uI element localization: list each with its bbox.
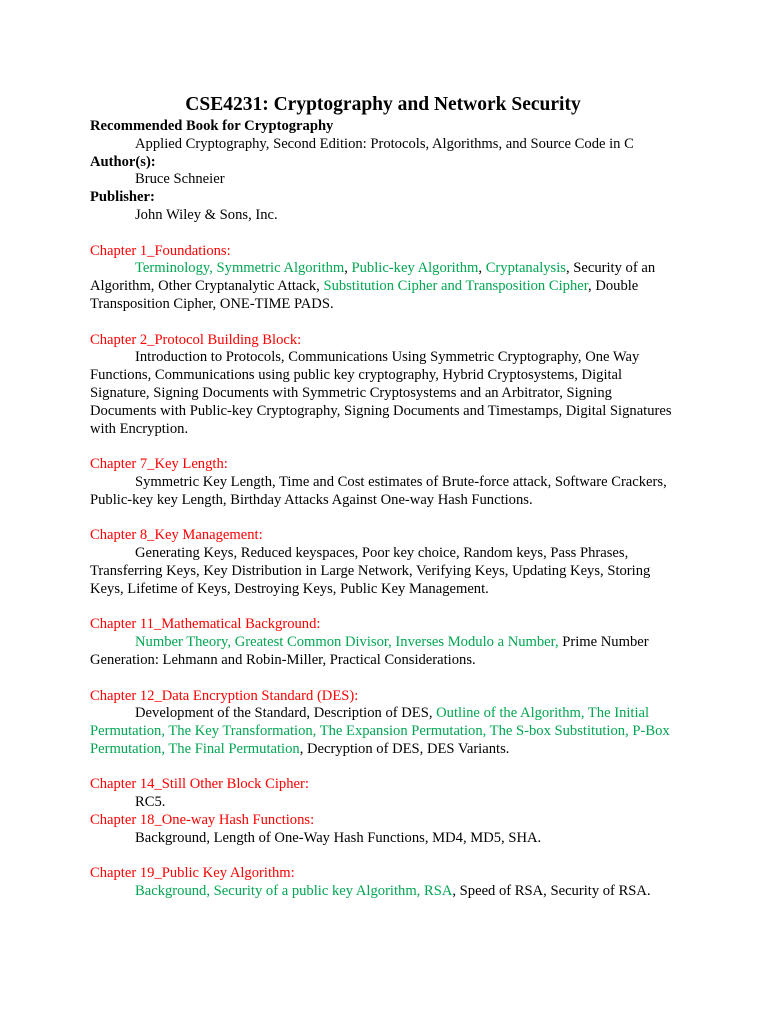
topic-segment: Cryptanalysis bbox=[485, 260, 566, 277]
topic-segment: Terminology, Symmetric Algorithm bbox=[135, 260, 345, 277]
chapter-heading: Chapter 7_Key Length: bbox=[90, 456, 228, 473]
chapter-topics bbox=[90, 794, 676, 812]
chapter-topics bbox=[90, 883, 676, 901]
author-name: Bruce Schneier bbox=[135, 171, 225, 188]
topic-segment: Introduction to Protocols, Communications Using Symmetric Cryptography, One Way Functions, Communications using public key cryptography, Hybrid Cryptosystems, Digital Signature, Signing Documents with Symmetric Cryptosystems and an Arbitrator, Signing Documents with Public-key Cryptography, Signing Documents and Timestamps, Digital Signatures with Encryption. bbox=[90, 349, 672, 437]
topic-segment: , Decryption of DES, DES Variants. bbox=[299, 740, 510, 757]
section-spacer bbox=[90, 314, 676, 332]
topic-segment: Prime Number Generation: Lehmann and Robin-Miller, Practical Considerations. bbox=[90, 634, 649, 668]
topic-segment: Substitution Cipher and Transposition Cipher bbox=[323, 278, 589, 295]
topic-segment: Generating Keys, Reduced keyspaces, Poor key choice, Random keys, Pass Phrases, Transferring Keys, Key Distribution in Large Network, Verifying Keys, Updating Keys, Storing Keys, Lifetime of Keys, Destroying Keys, Public Key Management. bbox=[90, 545, 651, 597]
topic-segment: Background, Security of a public key Algorithm, RSA bbox=[135, 883, 453, 900]
topic-segment: Public-key Algorithm bbox=[351, 260, 479, 277]
chapter-heading: Chapter 11_Mathematical Background: bbox=[90, 616, 321, 633]
topic-segment: , Double Transposition Cipher, ONE-TIME PADS. bbox=[90, 278, 639, 312]
section-spacer bbox=[90, 670, 676, 688]
book-heading: Recommended Book for Cryptography bbox=[90, 118, 334, 134]
topic-segment: , Speed of RSA, Security of RSA. bbox=[452, 883, 651, 900]
chapter-topics bbox=[90, 260, 676, 313]
chapter-heading: Chapter 12_Data Encryption Standard (DES): bbox=[90, 687, 359, 704]
chapter-heading: Chapter 2_Protocol Building Block: bbox=[90, 331, 302, 348]
section-spacer bbox=[90, 759, 676, 777]
topic-segment: RC5. bbox=[135, 794, 166, 811]
document-page bbox=[90, 94, 676, 901]
section-spacer bbox=[90, 599, 676, 617]
chapter-topics bbox=[90, 634, 676, 670]
chapter-heading: Chapter 19_Public Key Algorithm: bbox=[90, 865, 295, 882]
section-spacer bbox=[90, 225, 676, 243]
publisher-label: Publisher: bbox=[90, 189, 155, 206]
author-label: Author(s): bbox=[90, 153, 156, 170]
chapter-heading: Chapter 1_Foundations: bbox=[90, 242, 231, 259]
topic-segment: Symmetric Key Length, Time and Cost estimates of Brute-force attack, Software Crackers, Public-key key Length, Birthday Attacks Against One-way Hash Functions. bbox=[90, 473, 667, 508]
topic-segment: , Security of an Algorithm, Other Cryptanalytic Attack, bbox=[90, 260, 656, 295]
chapter-topics bbox=[90, 349, 676, 438]
section-spacer bbox=[90, 438, 676, 456]
topic-segment: , bbox=[478, 260, 486, 277]
topic-segment: Number Theory, Greatest Common Divisor, Inverses Modulo a Number, bbox=[135, 634, 559, 651]
section-spacer bbox=[90, 848, 676, 866]
page-title: CSE4231: Cryptography and Network Security bbox=[185, 94, 581, 115]
chapter-topics bbox=[90, 830, 676, 848]
chapter-topics bbox=[90, 705, 676, 758]
topic-segment: Background, Length of One-Way Hash Functions, MD4, MD5, SHA. bbox=[135, 829, 542, 846]
topic-segment: Development of the Standard, Description of DES, bbox=[135, 705, 437, 722]
chapter-heading: Chapter 14_Still Other Block Cipher: bbox=[90, 776, 309, 793]
publisher-name: John Wiley & Sons, Inc. bbox=[135, 206, 278, 223]
chapter-heading: Chapter 8_Key Management: bbox=[90, 527, 263, 544]
book-name: Applied Cryptography, Second Edition: Protocols, Algorithms, and Source Code in C bbox=[135, 135, 634, 152]
topic-segment: , bbox=[344, 260, 352, 277]
chapter-topics bbox=[90, 545, 676, 598]
section-spacer bbox=[90, 510, 676, 528]
topic-segment: Outline of the Algorithm, The Initial Permutation, The Key Transformation, The Expansion Permutation, The S-box Substitution, P-Box Permutation, The Final Permutation bbox=[90, 705, 670, 757]
chapter-topics bbox=[90, 474, 676, 510]
chapter-heading: Chapter 18_One-way Hash Functions: bbox=[90, 812, 315, 829]
